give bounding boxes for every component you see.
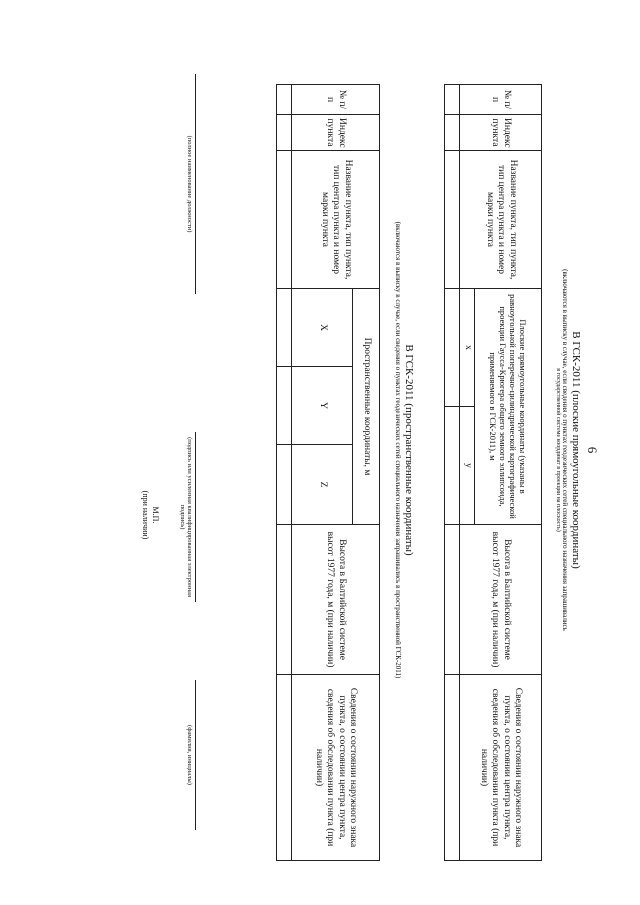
col-name-header: Название пункта, тип пункта, тип центра пункта и номер марки пункта (460, 151, 542, 289)
block1-caption (554, 40, 582, 860)
block2-caption (394, 40, 415, 860)
table-row (445, 85, 460, 861)
table-row (277, 85, 292, 861)
col-coords-header: Плоские прямоугольные координаты (указаны в равноугольной поперечно-цилиндрической картографической проекции Гаусса-Крюгера общего земного эллипсоида, применяемого в ГСК-2011), м (475, 289, 542, 525)
col-info-header: Сведения о состоянии наружного знака пункта, о состоянии центра пункта, сведения об обследовании пункта (при наличии) (460, 675, 542, 861)
col-coords-header: Пространственные координаты, м (353, 289, 380, 525)
col-index-header: Индекс пункта (292, 115, 380, 151)
col-num-header: № п/п (460, 85, 542, 115)
stamp-block (141, 460, 160, 570)
col-num-header: № п/п (292, 85, 380, 115)
block2-subtitle: (включаются в выписку в случае, если сведения о пунктах геодезических сетей специального назначения запрашивались в пространственной ГСК-2011) (394, 221, 403, 679)
block1-subtitle2: в государственной системе координат в проекции на плоскость) (555, 368, 562, 532)
position-label: (полное наименование должности) (186, 74, 196, 294)
col-name-header: Название пункта, тип пункта, тип центра пункта и номер марки пункта (292, 151, 380, 289)
col-y-header: y (460, 407, 475, 525)
table-header-row (475, 85, 542, 861)
col-x-header: x (460, 289, 475, 407)
block2-title: В ГСК-2011 (пространственные координаты) (403, 344, 415, 556)
position-signature (186, 74, 196, 294)
stamp-note: (при наличии) (141, 490, 151, 540)
sign-signature (179, 432, 196, 602)
sign-label: (подпись или усиленная квалифицированная электронная подпись) (179, 432, 196, 602)
plane-coordinates-table (444, 84, 542, 861)
col-height-header: Высота в Балтийской системе высот 1977 года, м (при наличии) (460, 525, 542, 675)
col-height-header: Высота в Балтийской системе высот 1977 года, м (при наличии) (292, 525, 380, 675)
col-index-header: Индекс пункта (460, 115, 542, 151)
name-label: (фамилия, инициалы) (186, 680, 196, 830)
table-header-row (353, 85, 380, 861)
block1-subtitle: (включаются в выписку в случае, если сведения о пунктах геодезических сетей специального назначения запрашивались (561, 269, 570, 631)
page-number: 6 (585, 446, 600, 454)
col-x-header: X (292, 289, 353, 367)
stamp-label: М.П. (151, 506, 160, 524)
rotated-content (40, 40, 600, 860)
col-y-header: Y (292, 367, 353, 445)
name-signature (186, 680, 196, 830)
col-z-header: Z (292, 445, 353, 525)
spatial-coordinates-table (276, 84, 380, 861)
block1-title: В ГСК-2011 (плоские прямоугольные координаты) (570, 331, 582, 569)
col-info-header: Сведения о состоянии наружного знака пункта, о состоянии центра пункта, сведения об обследовании пункта (при наличии) (292, 675, 380, 861)
